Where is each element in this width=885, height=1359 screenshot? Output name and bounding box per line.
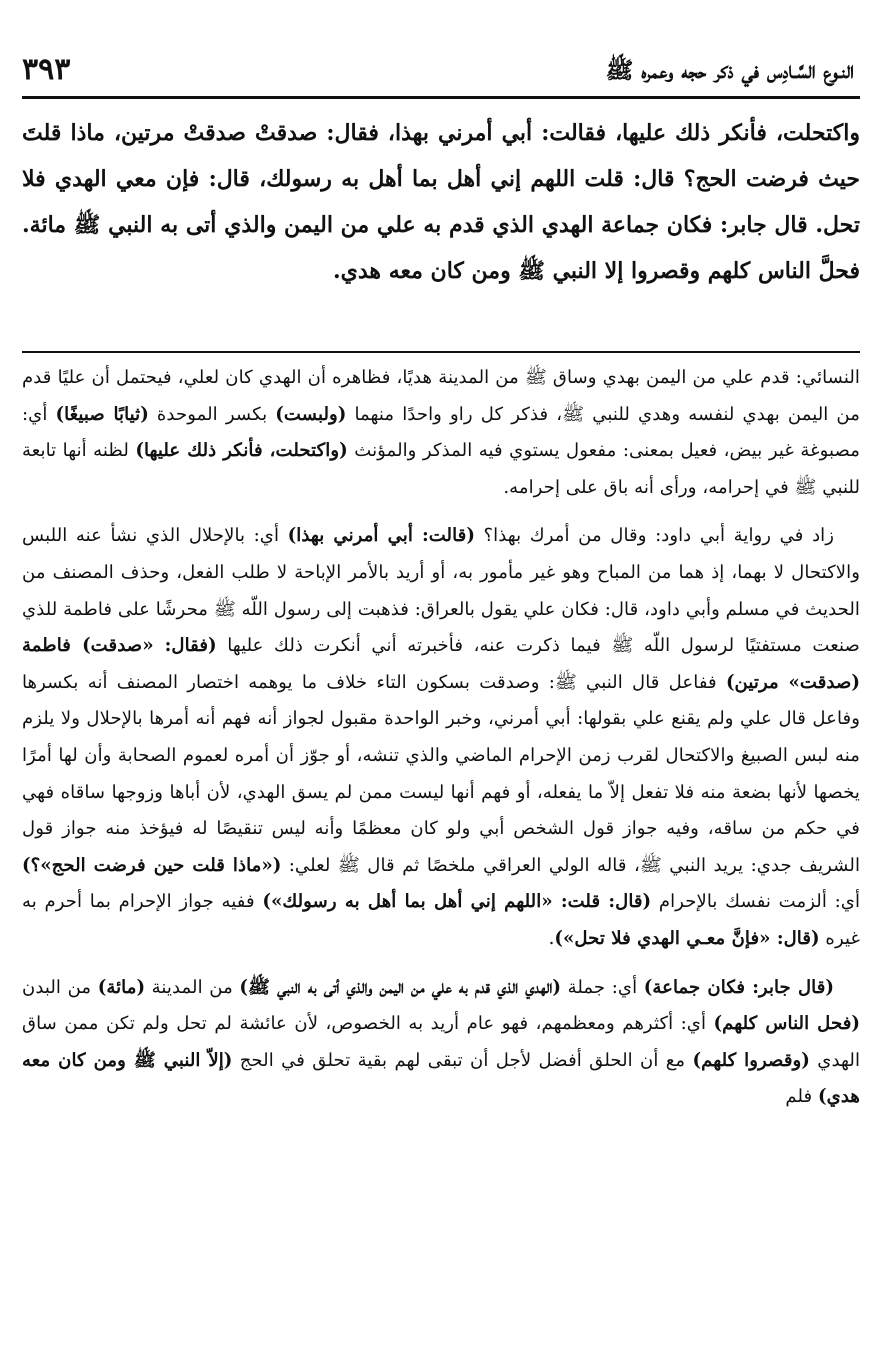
quoted-phrase: («ماذا قلت حين فرضت الحج»؟) <box>22 854 282 876</box>
commentary-text-segment: مع أن الحلق أفضل لأجل أن تبقى لهم بقية تحلق في الحج <box>232 1049 693 1071</box>
quoted-phrase: (إلاّ النبي ﷺ ومن كان معه هدي) <box>22 1049 860 1108</box>
commentary-text-segment: ففاعل قال النبي ﷺ: وصدقت بسكون التاء خلاف ما يوهمه اختصار المصنف أنه بكسرها وفاعل قال علي ولم يقنع علي بقولها: أبي أمرني، وخبر الواحدة مقبول لجواز أنه فهم أنه أمرها بالإحلال ولا يلزم منه لبس الصبيغ والاكتحال لقرب زمن الإحرام الماضي والذي تنشه، أو جوّز أن أمره لعموم الصحابة وأن لها أمرًا يخصها لأنها بضعة منه فلا تفعل إلاّ ما يفعله، أو فهم أنها ليست ممن لم يسق الهدي، لأن أباها وزوجها ساقاه فهي في حكم من ساقه، وفيه جواز قول الشخص أبي ولو كان معظمًا وأنه ليس تنقيصًا له فيؤخذ منه جواز قول الشريف جدي: يريد النبي ﷺ، قاله الولي العراقي ملخصًا ثم قال ﷺ لعلي: <box>22 671 860 876</box>
hadith-paragraph: واكتحلت، فأنكر ذلك عليها، فقالت: أبي أمرني بهذا، فقال: صدقتْ صدقتْ مرتين، ماذا قلتَ حيث فرضت الحج؟ قال: قلت اللهم إني أهل بما أهل به رسولك، قال: فإن معي الهدي فلا تحل. قال جابر: فكان جماعة الهدي الذي قدم به علي من اليمن والذي أتى به النبي ﷺ مائة. فحلَّ الناس كلهم وقصروا إلا النبي ﷺ ومن كان معه هدي. <box>22 120 860 284</box>
commentary-text-segment: من البدن <box>22 976 98 998</box>
commentary-text-segment: زاد في رواية أبي داود: وقال من أمرك بهذا؟ <box>474 525 835 547</box>
quoted-phrase: (ثيابًا صبيغًا) <box>55 403 149 425</box>
quoted-phrase: (قال: «فإنَّ معـي الهدي فلا تحل») <box>554 927 820 949</box>
commentary-text-segment: من المدينة <box>145 976 240 998</box>
commentary-text-segment: أي: مصبوغة غير بيض، فعيل بمعنى: مفعول يستوي فيه المذكر والمؤنث <box>22 403 860 462</box>
quoted-phrase: (ولبست) <box>275 403 347 425</box>
quoted-phrase: (قالت: أبي أمرني بهذا) <box>287 525 475 547</box>
commentary-text-segment: أي: ألزمت نفسك بالإحرام <box>651 891 860 913</box>
commentary-text <box>22 360 860 1116</box>
separator-rule <box>22 351 860 353</box>
page-header <box>22 52 860 94</box>
header-rule <box>22 96 860 99</box>
quoted-phrase: (وقصروا كلهم) <box>692 1049 810 1071</box>
commentary-paragraph-3 <box>22 970 860 1116</box>
commentary-text-segment: بكسر الموحدة <box>148 403 276 425</box>
page-number: ٣٩٣ <box>22 52 71 87</box>
quoted-phrase: (مائة) <box>97 976 146 998</box>
quoted-phrase: (قال جابر: فكان جماعة) <box>643 976 834 998</box>
quoted-phrase: (فقال: «صدقت) فاطمة (صدقت» مرتين) <box>22 635 860 693</box>
running-title: النـوع السَّـادِس في ذكر حجه وعمره ﷺ <box>605 57 854 84</box>
quoted-phrase: (فحل الناس كلهم) <box>713 1013 860 1035</box>
commentary-paragraph-2 <box>22 518 860 957</box>
commentary-text-segment: أي: جملة <box>561 976 644 998</box>
commentary-text-segment: لظنه أنها تابعة للنبي ﷺ في إحرامه، ورأى أنه باق على إحرامه. <box>22 440 860 498</box>
commentary-text-segment: ففيه جواز الإحرام بما أحرم به غيره <box>22 891 860 949</box>
commentary-text-segment: أي: أكثرهم ومعظمهم، فهو عام أريد به الخصوص، لأن عائشة لم تحل ولم تكن ممن ساق الهدي <box>22 1013 861 1071</box>
quoted-phrase: (الهدي الذي قدم به علي من اليمن والذي أتى به النبي ﷺ) <box>239 976 562 998</box>
commentary-text-segment: . <box>548 927 555 949</box>
quoted-phrase: (واكتحلت، فأنكر ذلك عليها) <box>135 440 348 462</box>
commentary-text-segment: فلم <box>785 1086 819 1108</box>
hadith-text <box>22 110 860 294</box>
commentary-paragraph-1 <box>22 360 860 506</box>
commentary-text-segment: النسائي: قدم علي من اليمن بهدي وساق ﷺ من المدينة هديًا، فظاهره أن الهدي كان لعلي، فيحتمل أن عليًا قدم من اليمن بهدي لنفسه وهدي للنبي ﷺ، فذكر كل راو واحدًا منهما <box>22 367 860 425</box>
quoted-phrase: (قال: قلت: «اللهم إني أهل بما أهل به رسولك») <box>262 891 652 913</box>
commentary-text-segment: أي: بالإحلال الذي نشأ عنه اللبس والاكتحال لا بهما، إذ هما من المباح وهو غير مأمور به، أو أريد بالأمر الإباحة لا طلب الفعل، وحذف المصنف من الحديث في مسلم وأبي داود، قال: فكان علي يقول بالعراق: فذهبت إلى رسول اللّه ﷺ محرشًا على فاطمة للذي صنعت مستفتيًا لرسول اللّه ﷺ فيما ذكرت عنه، فأخبرته أني أنكرت ذلك عليها <box>22 525 860 657</box>
